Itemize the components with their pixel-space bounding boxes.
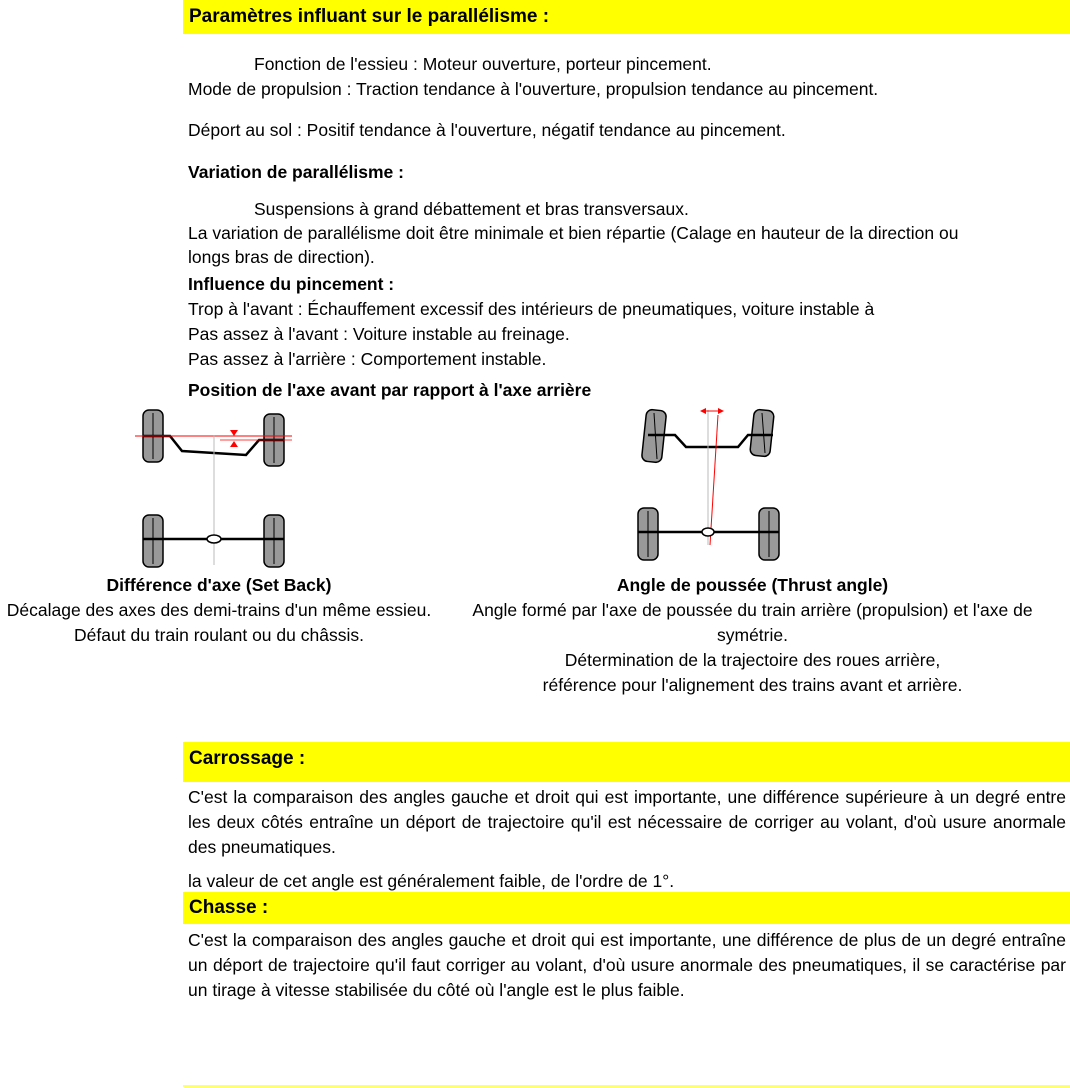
thrust-title: Angle de poussée (Thrust angle) (616, 575, 889, 595)
text-deport-sol: Déport au sol : Positif tendance à l'ouverture, négatif tendance au pincement. (188, 120, 786, 140)
section-heading-parallelisme: Paramètres influant sur le parallélisme : (183, 0, 1070, 34)
thrust-line-3: référence pour l'alignement des trains avant et arrière. (542, 675, 963, 695)
section-heading-chasse: Chasse : (183, 892, 1070, 924)
setback-arrow-icon (230, 430, 238, 436)
subheading-influence: Influence du pincement : (188, 274, 395, 294)
carrossage-paragraph-2: la valeur de cet angle est généralement faible, de l'ordre de 1°. (188, 871, 675, 891)
text-variation-1: Suspensions à grand débattement et bras transversaux. (254, 199, 689, 219)
text-influence-1: Trop à l'avant : Échauffement excessif des intérieurs de pneumatiques, voiture instable à (188, 299, 875, 319)
setback-diagram (130, 405, 300, 570)
carrossage-paragraph-1: C'est la comparaison des angles gauche et droit qui est importante, une différence supérieure à un degré entre les deux côtés entraîne un déport de trajectoire qu'il est nécessaire de corriger au volant, d'où usure anormale des pneumatiques. (188, 787, 1066, 857)
text-mode-propulsion: Mode de propulsion : Traction tendance à l'ouverture, propulsion tendance au pincement. (188, 79, 879, 99)
setback-caption (5, 573, 433, 648)
subheading-position-axe: Position de l'axe avant par rapport à l'axe arrière (188, 380, 592, 400)
chasse-paragraph-1: C'est la comparaison des angles gauche et droit qui est importante, une différence de plus de un degré entraîne un déport de trajectoire qu'il faut corriger au volant, d'où usure anormale des pneumatiques, il se caractérise par un tirage à vitesse stabilisée du côté où l'angle est le plus faible. (188, 930, 1066, 1000)
setback-title: Différence d'axe (Set Back) (106, 575, 332, 595)
text-variation-2: La variation de parallélisme doit être minimale et bien répartie (Calage en hauteur de la direction ou (188, 223, 959, 243)
subheading-variation: Variation de parallélisme : (188, 162, 404, 182)
setback-line-2: Défaut du train roulant ou du châssis. (74, 625, 364, 645)
bottom-divider (183, 1085, 1070, 1087)
text-influence-3: Pas assez à l'arrière : Comportement instable. (188, 349, 547, 369)
setback-line-1: Décalage des axes des demi-trains d'un même essieu. (6, 600, 432, 620)
thrust-line-1: Angle formé par l'axe de poussée du train arrière (propulsion) et l'axe de symétrie. (472, 600, 1033, 645)
thrust-diagram (630, 405, 790, 565)
text-influence-2: Pas assez à l'avant : Voiture instable au freinage. (188, 324, 570, 344)
thrust-line-2: Détermination de la trajectoire des roues arrière, (564, 650, 941, 670)
section-heading-carrossage: Carrossage : (183, 742, 1070, 782)
thrust-arrow-icon (700, 408, 706, 414)
thrust-caption (445, 573, 1060, 698)
text-variation-3: longs bras de direction). (188, 247, 375, 267)
text-fonction-essieu: Fonction de l'essieu : Moteur ouverture, porteur pincement. (254, 54, 712, 74)
